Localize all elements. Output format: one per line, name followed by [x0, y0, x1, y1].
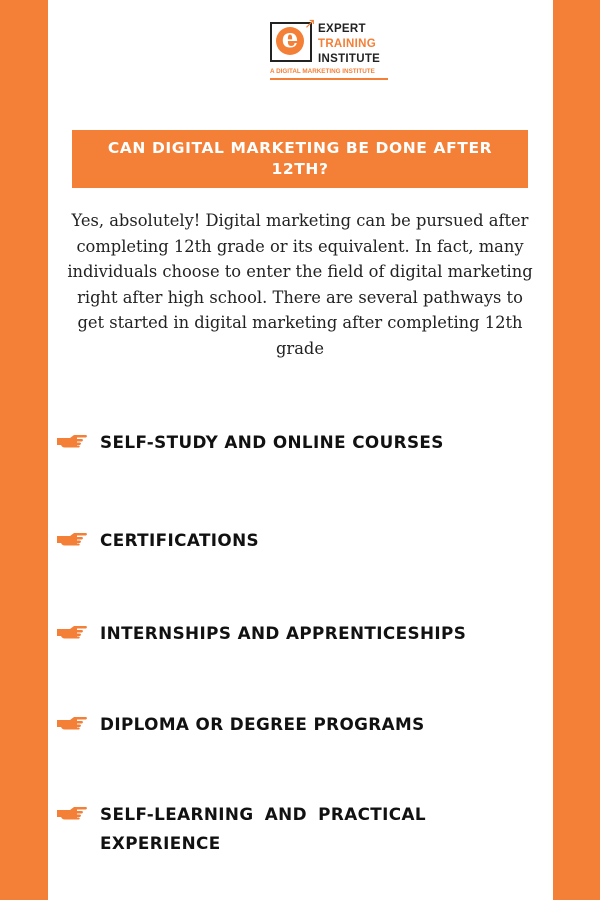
logo-line-3: INSTITUTE: [318, 53, 381, 65]
logo-wordmark: [318, 22, 380, 67]
list-item: [56, 800, 496, 858]
list-item-label: CERTIFICATIONS: [100, 530, 260, 550]
list-item: [56, 526, 546, 555]
list-item-label: DIPLOMA OR DEGREE PROGRAMS: [100, 714, 425, 734]
list-item: [56, 619, 546, 648]
list-item-label: SELF-LEARNING AND PRACTICAL EXPERIENCE: [100, 804, 426, 853]
list-item-label: SELF-STUDY AND ONLINE COURSES: [100, 432, 444, 452]
pointing-hand-icon: [56, 623, 88, 639]
heading-banner: [72, 130, 528, 188]
logo-letter: e: [276, 27, 304, 55]
logo-tagline: A DIGITAL MARKETING INSTITUTE: [270, 68, 375, 75]
pointing-hand-icon: [56, 530, 88, 546]
list-item-label: INTERNSHIPS AND APPRENTICESHIPS: [100, 623, 467, 643]
intro-paragraph: Yes, absolutely! Digital marketing can be pursued after completing 12th grade or its equivalent. In fact, many individuals choose to enter the field of digital marketing right after high school. There are several pathways to get started in digital marketing after completing 12th grade: [67, 211, 533, 358]
logo[interactable]: [270, 14, 410, 84]
logo-line-2: TRAINING: [318, 38, 376, 50]
logo-line-1: EXPERT: [318, 23, 366, 35]
logo-underline: [270, 78, 388, 80]
list-item: [56, 710, 546, 739]
pointing-hand-icon: [56, 804, 88, 820]
page-title: CAN DIGITAL MARKETING BE DONE AFTER 12TH?: [107, 139, 493, 178]
list-item: [56, 428, 546, 457]
pointing-hand-icon: [56, 714, 88, 730]
pointing-hand-icon: [56, 432, 88, 448]
growth-arrow-icon: ↗: [304, 16, 316, 32]
logo-mark: [270, 16, 316, 62]
